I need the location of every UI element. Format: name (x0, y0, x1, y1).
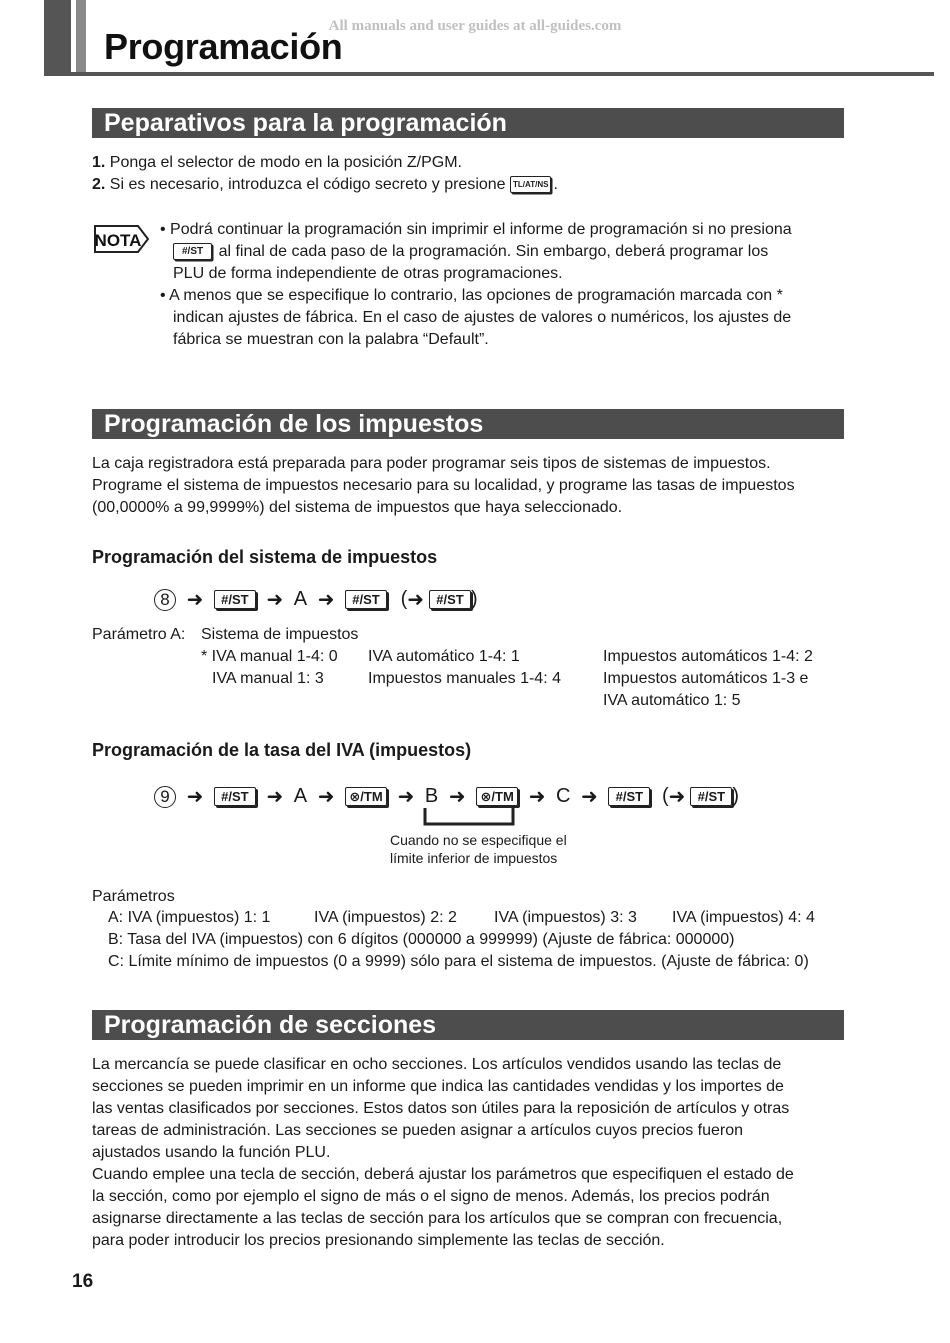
dept-text-line: Cuando emplee una tecla de sección, deberá ajustar los parámetros que especifiquen el estado de (92, 1166, 794, 1183)
bracket-note-line: Cuando no se especifique el (390, 832, 567, 848)
tax-option: IVA automático 1-4: 1 (368, 648, 520, 665)
arrow-icon: ➜ (397, 786, 415, 808)
section-title-prep: Peparativos para la programación (104, 109, 507, 137)
dept-text (92, 1054, 794, 1252)
close-paren: ) (732, 785, 740, 807)
dept-text-line: ajustados usando la función PLU. (92, 1144, 331, 1161)
title-underline (44, 72, 934, 76)
nota-icon (92, 222, 150, 256)
title-accent-light (76, 0, 86, 76)
step-number: 2. (92, 176, 106, 193)
tax-option: * IVA manual 1-4: 0 (201, 648, 338, 665)
arrow-icon: ➜ (317, 786, 335, 808)
param-a-label: A (293, 785, 308, 807)
param-label: B: (108, 931, 124, 948)
prep-step-2 (92, 174, 558, 196)
param-a-option: IVA (impuestos) 1: 1 (127, 909, 271, 926)
param-a-desc: Sistema de impuestos (201, 626, 359, 643)
tax-option: Impuestos manuales 1-4: 4 (368, 670, 561, 687)
params-title: Parámetros (92, 888, 175, 905)
page-number: 16 (72, 1271, 94, 1292)
nota-line: • A menos que se especifique lo contrario, las opciones de programación marcada con * (160, 287, 783, 304)
param-a-option: IVA (impuestos) 3: 3 (494, 909, 637, 926)
st-key-icon: #/ST (345, 590, 387, 609)
tax-system-heading: Programación del sistema de impuestos (92, 547, 438, 567)
param-b-text: Tasa del IVA (impuestos) con 6 dígitos (000000 a 999999) (Ajuste de fábrica: 000000) (127, 931, 735, 948)
watermark: All manuals and user guides at all-guides.com (328, 18, 622, 34)
step-text: Ponga el selector de modo en la posición Z/PGM. (109, 154, 462, 171)
bracket-note-line: límite inferior de impuestos (390, 850, 558, 866)
param-label: Parámetro A: (92, 626, 186, 643)
param-c-text: Límite mínimo de impuestos (0 a 9999) sólo para el sistema de impuestos. (Ajuste de fábrica: 0) (128, 953, 809, 970)
tax-option: IVA automático 1: 5 (603, 692, 741, 709)
section-header-tax (92, 409, 844, 439)
step-number: 1. (92, 154, 106, 171)
arrow-icon: ➜ (317, 589, 335, 611)
prep-step-1 (92, 152, 462, 174)
arrow-icon: ➜ (186, 786, 204, 808)
key-8-icon: 8 (154, 589, 176, 611)
key-9-icon: 9 (154, 786, 176, 808)
tm-key-icon: ⊗/TM (476, 787, 518, 806)
tax-intro (92, 453, 795, 519)
step-text-end: . (553, 176, 558, 193)
param-b-label: B (424, 785, 439, 807)
nota-line: PLU de forma independiente de otras programaciones. (173, 265, 563, 282)
nota-line: indican ajustes de fábrica. En el caso de ajustes de valores o numéricos, los ajustes de (173, 309, 792, 326)
arrow-icon: ➜ (266, 589, 284, 611)
tax-option: IVA manual 1: 3 (212, 670, 324, 687)
bracket-note (390, 831, 567, 867)
dept-text-line: tareas de administración. Las secciones se pueden asignar a artículos cuyos precios fueron (92, 1122, 744, 1139)
param-a-row (108, 907, 270, 929)
param-c-row (108, 951, 809, 973)
close-paren: ) (471, 588, 478, 610)
arrow-icon: ➜ (266, 786, 284, 808)
arrow-icon: ➜ (448, 786, 466, 808)
param-a-row (92, 624, 185, 646)
st-key-icon: #/ST (173, 243, 212, 260)
param-b-row (108, 929, 734, 951)
param-label: C: (108, 953, 124, 970)
open-paren: ( (400, 588, 408, 610)
open-paren: ( (661, 785, 669, 807)
tax-system-sequence (154, 587, 478, 612)
arrow-icon: ➜ (581, 786, 598, 808)
dept-text-line: la sección, como por ejemplo el signo de más o el signo de menos. Además, los precios podrán (92, 1188, 770, 1205)
nota-line: fábrica se muestran con la palabra “Default”. (173, 331, 489, 348)
tax-intro-line: La caja registradora está preparada para poder programar seis tipos de sistemas de impuestos. (92, 455, 771, 472)
param-a-option: IVA (impuestos) 2: 2 (314, 909, 457, 926)
section-title-tax: Programación de los impuestos (104, 410, 484, 438)
dept-text-line: La mercancía se puede clasificar en ocho secciones. Los artículos vendidos usando las teclas de (92, 1056, 782, 1073)
arrow-icon: ➜ (668, 786, 686, 808)
step-text: Si es necesario, introduzca el código secreto y presione (109, 176, 506, 193)
dept-text-line: asignarse directamente a las teclas de sección para los artículos que se compran con frecuencia, (92, 1210, 783, 1227)
nota-badge-text: NOTA (94, 231, 142, 250)
title-accent-dark (44, 0, 71, 76)
dept-text-line: secciones se pueden imprimir en un informe que indica las cantidades vendidas y los importes de (92, 1078, 784, 1095)
st-key-icon: #/ST (690, 787, 732, 806)
tax-option: Impuestos automáticos 1-4: 2 (603, 648, 813, 665)
arrow-icon: ➜ (528, 786, 546, 808)
nota-text: al final de cada paso de la programación. Sin embargo, deberá programar los (218, 243, 769, 260)
tl-at-ns-key-icon: TL/AT/NS (510, 176, 551, 193)
param-label: A: (108, 909, 124, 926)
vat-rate-heading: Programación de la tasa del IVA (impuestos) (92, 740, 472, 760)
section-header-prep (92, 108, 844, 138)
page-title: Programación (104, 26, 343, 67)
arrow-icon: ➜ (186, 589, 204, 611)
st-key-icon: #/ST (429, 590, 471, 609)
st-key-icon: #/ST (214, 590, 256, 609)
st-key-icon: #/ST (608, 787, 650, 806)
section-title-departments: Programación de secciones (104, 1011, 437, 1039)
skip-bracket (380, 800, 560, 830)
param-c-label: C (556, 785, 571, 807)
dept-text-line: las ventas clasificados por secciones. Estos datos son útiles para la reposición de artículos y otras (92, 1100, 790, 1117)
nota-line (160, 241, 850, 263)
tm-key-icon: ⊗/TM (345, 787, 387, 806)
param-a-option: IVA (impuestos) 4: 4 (672, 909, 815, 926)
tax-intro-line: Programe el sistema de impuestos necesario para su localidad, y programe las tasas de impuestos (92, 477, 795, 494)
tax-intro-line: (00,0000% a 99,9999%) del sistema de impuestos que haya seleccionado. (92, 499, 623, 516)
nota-body (160, 219, 850, 351)
st-key-icon: #/ST (214, 787, 256, 806)
tax-option: Impuestos automáticos 1-3 e (603, 670, 809, 687)
arrow-icon: ➜ (407, 589, 425, 611)
param-a-label: A (293, 588, 308, 610)
nota-line: • Podrá continuar la programación sin imprimir el informe de programación si no presiona (160, 221, 792, 238)
dept-text-line: para poder introducir los precios presionando simplemente las teclas de sección. (92, 1232, 665, 1249)
section-header-departments (92, 1010, 844, 1040)
